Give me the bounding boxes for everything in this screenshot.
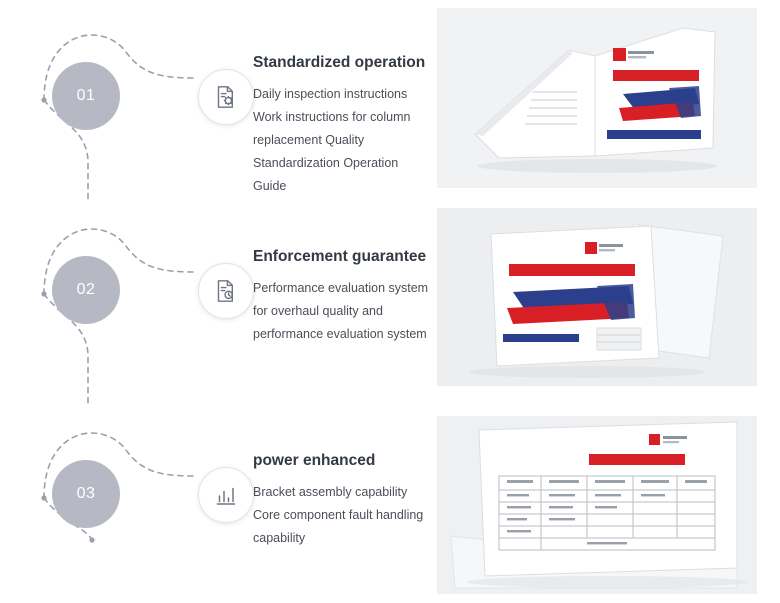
form-sheet-illustration	[437, 416, 757, 594]
step-number-badge	[52, 256, 120, 324]
brochure-cover-illustration	[437, 8, 757, 188]
document-cover-illustration	[437, 208, 757, 386]
step-number-label: 01	[76, 87, 96, 104]
step-image-03	[437, 416, 757, 594]
document-gear-icon	[213, 84, 239, 110]
step-description: Performance evaluation system for overhaul quality and performance evaluation system	[253, 280, 429, 341]
step-text-block	[253, 54, 433, 198]
step-text-block	[253, 248, 433, 346]
step-icon-container[interactable]	[198, 467, 254, 523]
step-description: Bracket assembly capability Core component fault handling capability	[253, 484, 424, 545]
step-icon-container[interactable]	[198, 69, 254, 125]
step-title: Enforcement guarantee	[253, 248, 427, 265]
step-title: Standardized operation	[253, 54, 426, 71]
document-clock-icon	[213, 278, 239, 304]
step-image-02	[437, 208, 757, 386]
step-number-badge	[52, 460, 120, 528]
step-number-label: 03	[76, 485, 96, 502]
bar-chart-up-icon	[213, 482, 239, 508]
step-text-block	[253, 452, 433, 550]
step-number-label: 02	[76, 281, 96, 298]
step-image-01	[437, 8, 757, 188]
step-number-badge	[52, 62, 120, 130]
step-icon-container[interactable]	[198, 263, 254, 319]
step-title: power enhanced	[253, 452, 376, 469]
step-description: Daily inspection instructions Work instructions for column replacement Quality Standardization Operation Guide	[253, 86, 411, 194]
